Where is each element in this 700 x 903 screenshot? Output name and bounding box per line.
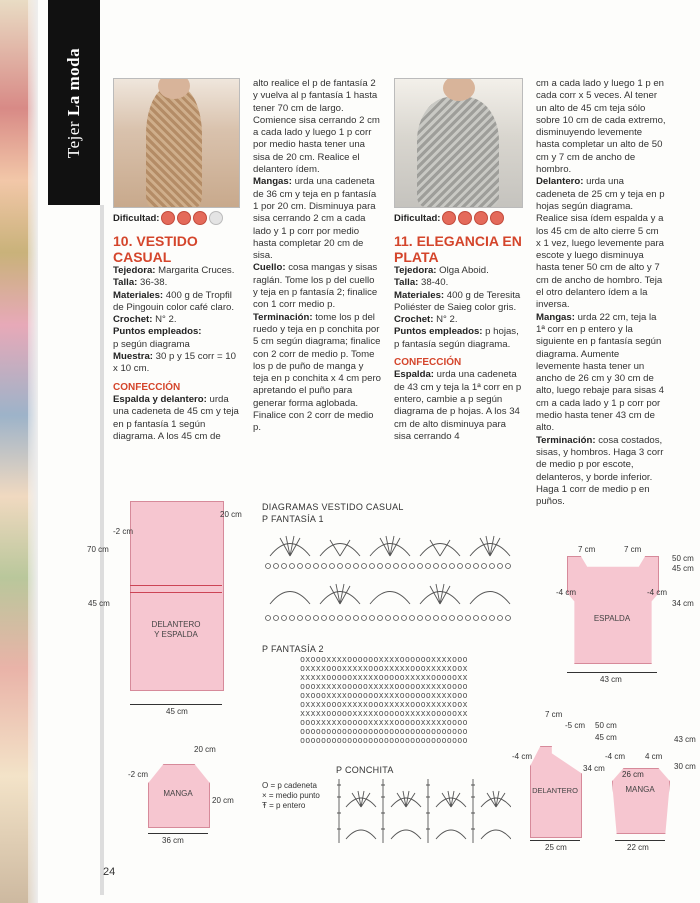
back-panel [567,556,659,664]
dim-armhole: -4 cm [512,752,532,761]
stitch-chart-fantasia-1 [262,526,514,626]
field-label: Cuello: [253,262,286,274]
section-heading: CONFECCIÓN [113,381,181,393]
field-value: cosa costados, sisas, y hombros. Haga 3 corr de medio p por escote, delanteros, y borde inferior. Haga 1 corr de medio p en puños. [536,434,664,508]
dim-shoulder: 7 cm [624,545,642,554]
dim-armhole: -2 cm [128,770,148,779]
dim-armhole-height: 20 cm [194,745,216,754]
yarn-photo-strip [0,0,38,903]
column-1 [113,233,241,443]
difficulty-dot [458,211,472,225]
dim-height: 20 cm [212,796,234,805]
dim-height: 43 cm [674,735,696,744]
waist-line [130,592,222,593]
dim-height: 34 cm [672,599,694,608]
dim-shoulder: 7 cm [578,545,596,554]
dim-width: 25 cm [545,843,567,852]
waist-line [130,585,222,586]
field-label: Talla: [113,277,138,289]
dim-armhole-height: 20 cm [220,510,242,519]
difficulty-dot [490,211,504,225]
stitch-chart-fantasia-2: oxoooxxxxooooooxxxxooooooxxxxooo oxxxxoooxxxxxoooxxxxxoooxxxxxoox xxxxxoooooxxxxxoooooxxxxxoooooxx oooxxxxxoooooxxxxxoooooxxxxxoooo oxoooxxxxooooooxxxxooooooxxxxooo oxxxxoooxxxxxoooxxxxxoooxxxxxoox xxxxxoooooxxxxxoooooxxxxxoooooxx oooxxxxxoooooxxxxxoooooxxxxxoooo oooooooooooooooooooooooooooooooo oooooooooooooooooooooooooooooooo [300,654,468,745]
project-title: CASUAL [113,249,172,265]
section-tab-word-bold: La moda [64,47,83,116]
dim-armhole: -4 cm [556,588,576,597]
field-label: Tejedora: [113,265,156,276]
field-label: Talla: [394,277,419,289]
difficulty-dot [161,211,175,225]
dim-line [615,840,665,841]
sleeve-label: MANGA [625,785,655,794]
dim-line [130,704,222,705]
body-text: alto realice el p de fantasía 2 y vuelva al p fantasía 1 hasta tener 70 cm de largo. Comience sisa cerrando 2 cm a cada lado y luego 1 p corr por medio hasta tener una sisa de 20 cm. Realice el delantero ídem. [253,78,380,176]
difficulty-dot [442,211,456,225]
dim-line [567,672,657,673]
dim-height: 45 cm [88,599,110,608]
field-value: urda una cadeneta de 36 cm y teja en p fantasía 1 por 20 cm. Disminuya para sisa cerrando 2 cm a cada lado y 1 p corr por medio hasta completar 20 cm de sisa. [253,176,377,262]
stitch-diagram-title: P CONCHITA [336,765,394,775]
field-label: Terminación: [253,311,313,323]
dim-armhole: -4 cm [647,588,667,597]
dim-height: 50 cm [672,554,694,563]
dim-width: 26 cm [622,770,644,779]
dress-panel-label: DELANTERO Y ESPALDA [151,620,201,639]
field-value: N° 2. [155,314,177,326]
dim-height: 50 cm [595,721,617,730]
field-value: 30 p y 15 corr = 10 x 10 cm. [113,351,236,375]
field-value: urda 22 cm, teja la 1ª corr en p entero y la siguiente en p fantasía según diagrama. Aumente levemente hasta tener un ancho de 26 cm y 30 cm de alto, luego rebaje para sisas 4 cm a cada lado y 1 p corr por medio hasta tener 43 cm de alto. [536,311,664,434]
field-value: 400 g de Tropfil de Pingouin color café claro. [113,289,235,313]
dim-shoulder: 7 cm [545,710,563,719]
column-2 [253,78,381,435]
dim-armhole: -4 cm [605,752,625,761]
difficulty-rating-11 [394,211,504,225]
field-value: urda una cadeneta de 43 cm y teja la 1ª corr en p entero, cambie a p según diagrama de p hojas. A los 34 cm de alto disminuya para sisa cerrando 4 [394,369,522,442]
dim-height: 30 cm [674,762,696,771]
difficulty-dot [177,211,191,225]
dress-photo [113,78,240,208]
field-label: Terminación: [536,434,596,446]
stitch-chart-conchita [336,777,511,845]
field-value: 36-38. [140,277,168,289]
dim-line [530,840,580,841]
field-value: 400 g de Teresita Poliéster de Saieg color gris. [394,289,521,313]
field-value: cosa mangas y sisas raglán. Tome los p del cuello y teja en p fantasía 2; finalice con 1 corr medio p. [253,262,378,311]
dress-panel-outline [130,501,224,691]
difficulty-label: Dificultad: [113,212,160,224]
project-title: 11. ELEGANCIA EN [394,233,522,249]
field-value: urda una cadeneta de 25 cm y teja en p hojas según diagrama. Realice sisa ídem espalda y a los 45 cm de alto cierre 5 cm x 1 vez, luego levemente para escote y luego disminuya hasta tener 50 cm de alto y 7 cm de ancho de hombro. Teja el otro delantero ídem a la inversa. [536,176,665,311]
field-value: p hojas, p fantasía según diagrama. [394,326,519,350]
field-label: Mangas: [253,176,292,188]
field-label: Crochet: [113,314,153,326]
dim-width: 22 cm [627,843,649,852]
field-label: Delantero: [536,176,584,188]
dim-armhole: 4 cm [645,752,663,761]
project-title: PLATA [394,249,439,265]
page-number: 24 [103,866,116,878]
legend-item: O = p cadeneta [262,781,317,790]
cardigan-photo [394,78,523,208]
field-label: Crochet: [394,314,434,326]
dim-height: 45 cm [672,564,694,573]
field-label: Tejedora: [394,265,437,276]
difficulty-dot [474,211,488,225]
sleeve-label: MANGA [163,789,193,798]
front-panel-label: DELANTERO [532,786,578,795]
difficulty-label: Dificultad: [394,212,441,224]
field-value: urda una cadeneta de 45 cm y teja en p fantasía 1 según diagrama. A los 45 cm de [113,393,239,442]
column-3 [394,233,522,443]
field-value: Margarita Cruces. [158,265,235,276]
field-label: Muestra: [113,351,153,363]
field-label: Espalda: [394,369,434,381]
field-label: Materiales: [394,289,445,301]
project-title: 10. VESTIDO [113,233,198,249]
body-text: cm a cada lado y luego 1 p en cada corr x 5 veces. Al tener un alto de 45 cm teja sólo sobre 10 cm de cada extremo, disminuyendo levemente hasta completar un alto de 50 cm y 7 cm de ancho de hombro. [536,78,666,176]
dim-height: 34 cm [583,764,605,773]
dim-height: 45 cm [595,733,617,742]
field-value: 38-40. [421,277,449,289]
dim-armhole: -2 cm [113,527,133,536]
column-4 [536,78,666,508]
legend-item: Ŧ = p entero [262,801,306,810]
field-label: Materiales: [113,289,164,301]
field-value: Olga Aboid. [439,265,489,276]
field-value: p según diagrama [113,338,190,350]
stitch-legend [262,781,320,811]
dim-width: 36 cm [162,836,184,845]
section-tab-word: Tejer [64,115,83,158]
back-panel-label: ESPALDA [593,614,631,623]
stitch-diagram-title: P FANTASÍA 2 [262,644,324,654]
dim-neck: -5 cm [565,721,585,730]
dim-line [148,833,208,834]
field-label: Mangas: [536,311,575,323]
field-value: tome los p del ruedo y teja en p conchita por 5 cm según diagrama; finalice con 2 corr de medio p. Tome los p de puño de manga y teja en p conchita x 4 cm pero apretando el puño para generar forma aglobada. Finalice con 2 corr de medio p. [253,311,381,434]
legend-item: × = medio punto [262,791,320,800]
difficulty-rating-10 [113,211,223,225]
dim-width: 43 cm [600,675,622,684]
diagrams-title: DIAGRAMAS VESTIDO CASUAL [262,502,404,512]
field-label: Puntos empleados: [113,326,202,338]
dim-width: 45 cm [166,707,188,716]
section-tab-title [48,0,100,205]
stitch-diagram-title: P FANTASÍA 1 [262,514,324,524]
field-label: Espalda y delantero: [113,393,207,405]
field-label: Puntos empleados: [394,326,483,338]
field-value: N° 2. [436,314,458,326]
dim-height: 70 cm [87,545,109,554]
section-heading: CONFECCIÓN [394,357,462,369]
difficulty-dot-empty [209,211,223,225]
difficulty-dot [193,211,207,225]
